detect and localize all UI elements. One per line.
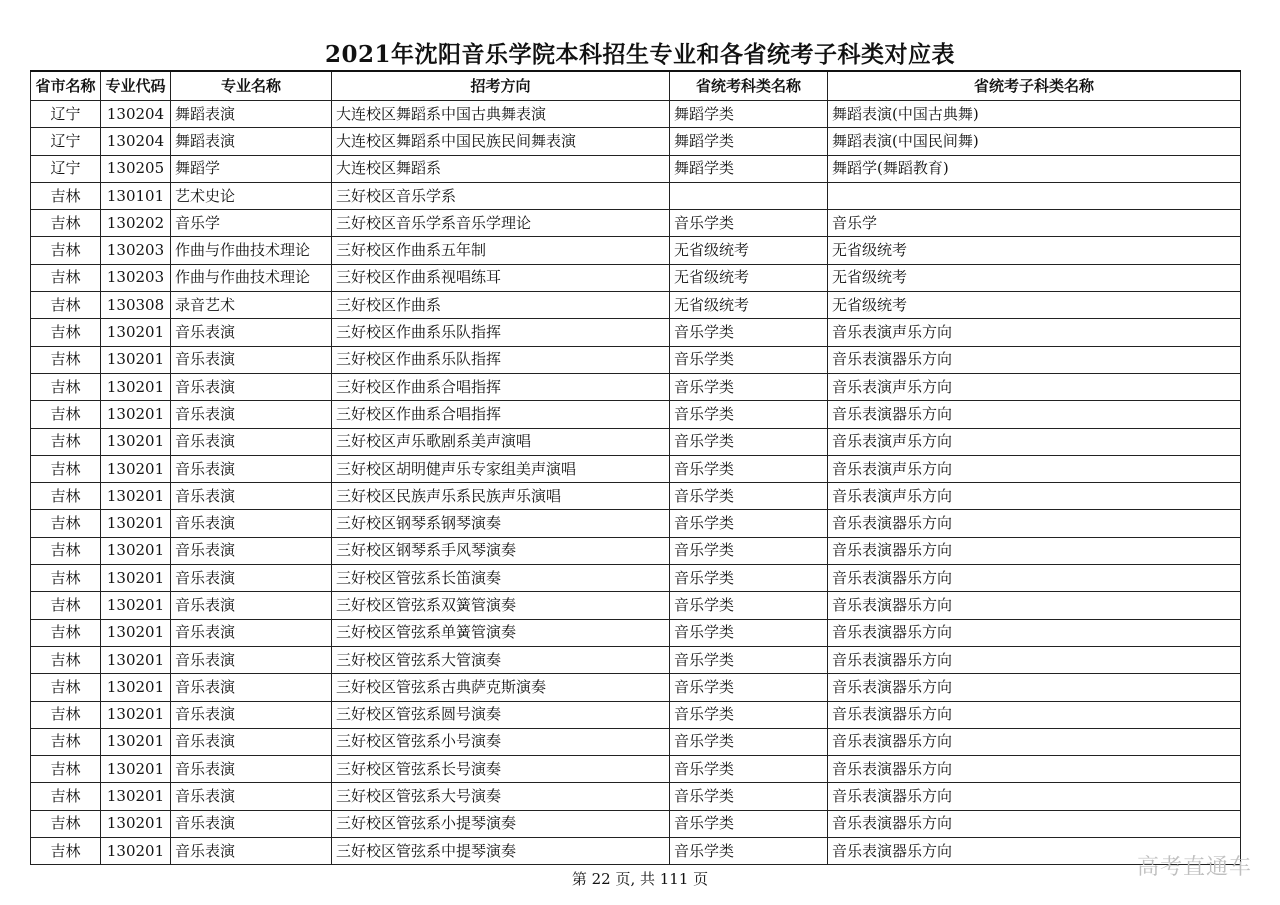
cell-major-name: 音乐表演 xyxy=(171,674,332,701)
cell-province: 吉林 xyxy=(31,537,101,564)
table-row xyxy=(31,510,1241,537)
cell-category: 音乐学类 xyxy=(670,537,828,564)
header-major-name: 专业名称 xyxy=(171,71,332,101)
cell-subcategory: 舞蹈表演(中国古典舞) xyxy=(828,101,1241,128)
cell-category: 舞蹈学类 xyxy=(670,155,828,182)
cell-subcategory: 音乐表演器乐方向 xyxy=(828,728,1241,755)
cell-subcategory: 音乐表演声乐方向 xyxy=(828,373,1241,400)
cell-major-name: 艺术史论 xyxy=(171,182,332,209)
cell-province: 吉林 xyxy=(31,565,101,592)
table-row xyxy=(31,346,1241,373)
cell-province: 吉林 xyxy=(31,455,101,482)
cell-subcategory: 无省级统考 xyxy=(828,264,1241,291)
cell-major-name: 音乐表演 xyxy=(171,592,332,619)
cell-major-code: 130201 xyxy=(101,783,171,810)
cell-category: 无省级统考 xyxy=(670,264,828,291)
cell-direction: 三好校区音乐学系 xyxy=(332,182,670,209)
cell-major-name: 舞蹈表演 xyxy=(171,128,332,155)
cell-major-code: 130201 xyxy=(101,483,171,510)
cell-subcategory: 音乐表演器乐方向 xyxy=(828,810,1241,837)
cell-direction: 三好校区管弦系古典萨克斯演奏 xyxy=(332,674,670,701)
cell-subcategory: 音乐表演器乐方向 xyxy=(828,674,1241,701)
cell-direction: 三好校区民族声乐系民族声乐演唱 xyxy=(332,483,670,510)
cell-category: 无省级统考 xyxy=(670,292,828,319)
cell-major-name: 音乐表演 xyxy=(171,373,332,400)
cell-subcategory: 音乐表演器乐方向 xyxy=(828,756,1241,783)
cell-category: 音乐学类 xyxy=(670,646,828,673)
cell-province: 吉林 xyxy=(31,182,101,209)
cell-category: 无省级统考 xyxy=(670,237,828,264)
cell-major-code: 130202 xyxy=(101,210,171,237)
cell-major-code: 130201 xyxy=(101,701,171,728)
cell-major-code: 130201 xyxy=(101,428,171,455)
cell-major-code: 130201 xyxy=(101,674,171,701)
table-row xyxy=(31,592,1241,619)
cell-category: 舞蹈学类 xyxy=(670,101,828,128)
cell-major-name: 音乐表演 xyxy=(171,428,332,455)
cell-major-code: 130201 xyxy=(101,455,171,482)
cell-province: 吉林 xyxy=(31,674,101,701)
cell-major-code: 130201 xyxy=(101,838,171,865)
cell-major-name: 音乐表演 xyxy=(171,838,332,865)
cell-category: 音乐学类 xyxy=(670,373,828,400)
cell-province: 吉林 xyxy=(31,237,101,264)
cell-major-code: 130201 xyxy=(101,619,171,646)
header-direction: 招考方向 xyxy=(332,71,670,101)
cell-subcategory: 音乐表演器乐方向 xyxy=(828,701,1241,728)
cell-direction: 三好校区管弦系长笛演奏 xyxy=(332,565,670,592)
cell-subcategory: 音乐表演器乐方向 xyxy=(828,592,1241,619)
cell-province: 吉林 xyxy=(31,619,101,646)
cell-major-name: 作曲与作曲技术理论 xyxy=(171,237,332,264)
cell-direction: 大连校区舞蹈系中国民族民间舞表演 xyxy=(332,128,670,155)
table-body xyxy=(31,101,1241,865)
cell-direction: 三好校区管弦系长号演奏 xyxy=(332,756,670,783)
cell-major-code: 130201 xyxy=(101,756,171,783)
cell-province: 吉林 xyxy=(31,810,101,837)
cell-major-name: 音乐表演 xyxy=(171,319,332,346)
table-row xyxy=(31,237,1241,264)
table-row xyxy=(31,373,1241,400)
cell-category: 音乐学类 xyxy=(670,783,828,810)
cell-category: 音乐学类 xyxy=(670,510,828,537)
cell-category xyxy=(670,182,828,209)
table-row xyxy=(31,401,1241,428)
cell-category: 音乐学类 xyxy=(670,401,828,428)
cell-major-code: 130201 xyxy=(101,565,171,592)
table-header-row xyxy=(31,71,1241,101)
cell-major-name: 音乐学 xyxy=(171,210,332,237)
cell-major-name: 音乐表演 xyxy=(171,346,332,373)
cell-direction: 三好校区作曲系合唱指挥 xyxy=(332,373,670,400)
cell-province: 吉林 xyxy=(31,483,101,510)
cell-major-name: 音乐表演 xyxy=(171,510,332,537)
cell-province: 吉林 xyxy=(31,401,101,428)
cell-major-code: 130204 xyxy=(101,128,171,155)
cell-direction: 三好校区管弦系大管演奏 xyxy=(332,646,670,673)
watermark: 高考直通车 xyxy=(1136,855,1252,880)
cell-category: 舞蹈学类 xyxy=(670,128,828,155)
cell-province: 吉林 xyxy=(31,428,101,455)
cell-subcategory: 音乐学 xyxy=(828,210,1241,237)
cell-major-code: 130203 xyxy=(101,237,171,264)
cell-direction: 大连校区舞蹈系中国古典舞表演 xyxy=(332,101,670,128)
cell-major-name: 音乐表演 xyxy=(171,701,332,728)
cell-subcategory: 音乐表演声乐方向 xyxy=(828,455,1241,482)
cell-direction: 三好校区钢琴系钢琴演奏 xyxy=(332,510,670,537)
table-row xyxy=(31,810,1241,837)
header-category: 省统考科类名称 xyxy=(670,71,828,101)
cell-category: 音乐学类 xyxy=(670,674,828,701)
cell-category: 音乐学类 xyxy=(670,756,828,783)
cell-subcategory: 舞蹈学(舞蹈教育) xyxy=(828,155,1241,182)
cell-category: 音乐学类 xyxy=(670,483,828,510)
cell-province: 吉林 xyxy=(31,210,101,237)
header-subcategory: 省统考子科类名称 xyxy=(828,71,1241,101)
cell-category: 音乐学类 xyxy=(670,455,828,482)
table-row xyxy=(31,783,1241,810)
cell-province: 辽宁 xyxy=(31,128,101,155)
cell-direction: 三好校区作曲系视唱练耳 xyxy=(332,264,670,291)
cell-major-code: 130201 xyxy=(101,319,171,346)
cell-subcategory: 音乐表演器乐方向 xyxy=(828,783,1241,810)
cell-major-name: 音乐表演 xyxy=(171,783,332,810)
cell-category: 音乐学类 xyxy=(670,810,828,837)
cell-category: 音乐学类 xyxy=(670,838,828,865)
cell-direction: 三好校区管弦系单簧管演奏 xyxy=(332,619,670,646)
cell-direction: 三好校区管弦系双簧管演奏 xyxy=(332,592,670,619)
cell-direction: 三好校区作曲系乐队指挥 xyxy=(332,346,670,373)
header-major-code: 专业代码 xyxy=(101,71,171,101)
cell-direction: 三好校区音乐学系音乐学理论 xyxy=(332,210,670,237)
page-footer: 第 22 页, 共 111 页 xyxy=(571,870,709,888)
cell-province: 吉林 xyxy=(31,510,101,537)
cell-direction: 三好校区管弦系中提琴演奏 xyxy=(332,838,670,865)
cell-direction: 三好校区管弦系大号演奏 xyxy=(332,783,670,810)
cell-major-code: 130201 xyxy=(101,346,171,373)
cell-province: 吉林 xyxy=(31,701,101,728)
cell-major-code: 130201 xyxy=(101,510,171,537)
cell-direction: 三好校区胡明健声乐专家组美声演唱 xyxy=(332,455,670,482)
cell-major-name: 作曲与作曲技术理论 xyxy=(171,264,332,291)
cell-direction: 大连校区舞蹈系 xyxy=(332,155,670,182)
cell-subcategory: 音乐表演器乐方向 xyxy=(828,838,1241,865)
cell-major-name: 舞蹈表演 xyxy=(171,101,332,128)
cell-category: 音乐学类 xyxy=(670,346,828,373)
cell-major-code: 130205 xyxy=(101,155,171,182)
table-row xyxy=(31,483,1241,510)
table-row xyxy=(31,155,1241,182)
cell-subcategory: 音乐表演器乐方向 xyxy=(828,619,1241,646)
table-row xyxy=(31,701,1241,728)
cell-province: 吉林 xyxy=(31,373,101,400)
cell-province: 吉林 xyxy=(31,646,101,673)
cell-direction: 三好校区管弦系圆号演奏 xyxy=(332,701,670,728)
cell-major-name: 音乐表演 xyxy=(171,537,332,564)
table-row xyxy=(31,292,1241,319)
table-row xyxy=(31,646,1241,673)
table-row xyxy=(31,674,1241,701)
cell-major-code: 130201 xyxy=(101,373,171,400)
cell-subcategory: 无省级统考 xyxy=(828,237,1241,264)
cell-subcategory: 舞蹈表演(中国民间舞) xyxy=(828,128,1241,155)
cell-direction: 三好校区作曲系五年制 xyxy=(332,237,670,264)
cell-major-code: 130308 xyxy=(101,292,171,319)
cell-subcategory: 音乐表演器乐方向 xyxy=(828,401,1241,428)
table-row xyxy=(31,428,1241,455)
cell-major-code: 130203 xyxy=(101,264,171,291)
cell-province: 吉林 xyxy=(31,319,101,346)
cell-direction: 三好校区作曲系 xyxy=(332,292,670,319)
cell-major-name: 音乐表演 xyxy=(171,565,332,592)
cell-category: 音乐学类 xyxy=(670,565,828,592)
cell-category: 音乐学类 xyxy=(670,592,828,619)
cell-subcategory: 无省级统考 xyxy=(828,292,1241,319)
table-row xyxy=(31,210,1241,237)
cell-major-name: 音乐表演 xyxy=(171,756,332,783)
cell-direction: 三好校区作曲系乐队指挥 xyxy=(332,319,670,346)
cell-province: 吉林 xyxy=(31,292,101,319)
cell-major-name: 舞蹈学 xyxy=(171,155,332,182)
table-row xyxy=(31,101,1241,128)
cell-major-code: 130101 xyxy=(101,182,171,209)
admission-table xyxy=(30,70,1241,865)
cell-province: 吉林 xyxy=(31,783,101,810)
cell-major-name: 音乐表演 xyxy=(171,619,332,646)
cell-subcategory xyxy=(828,182,1241,209)
table-row xyxy=(31,182,1241,209)
cell-major-name: 音乐表演 xyxy=(171,810,332,837)
cell-province: 辽宁 xyxy=(31,155,101,182)
cell-province: 吉林 xyxy=(31,264,101,291)
cell-direction: 三好校区作曲系合唱指挥 xyxy=(332,401,670,428)
cell-major-name: 音乐表演 xyxy=(171,455,332,482)
cell-major-name: 音乐表演 xyxy=(171,401,332,428)
cell-major-name: 音乐表演 xyxy=(171,483,332,510)
cell-province: 辽宁 xyxy=(31,101,101,128)
page-title: 2021年沈阳音乐学院本科招生专业和各省统考子科类对应表 xyxy=(324,41,955,68)
cell-province: 吉林 xyxy=(31,346,101,373)
table-row xyxy=(31,455,1241,482)
cell-subcategory: 音乐表演器乐方向 xyxy=(828,346,1241,373)
cell-category: 音乐学类 xyxy=(670,210,828,237)
cell-subcategory: 音乐表演声乐方向 xyxy=(828,483,1241,510)
cell-province: 吉林 xyxy=(31,592,101,619)
cell-major-code: 130201 xyxy=(101,592,171,619)
cell-major-name: 音乐表演 xyxy=(171,728,332,755)
header-province: 省市名称 xyxy=(31,71,101,101)
cell-major-name: 音乐表演 xyxy=(171,646,332,673)
table-row xyxy=(31,838,1241,865)
cell-subcategory: 音乐表演声乐方向 xyxy=(828,428,1241,455)
cell-major-code: 130201 xyxy=(101,646,171,673)
cell-direction: 三好校区钢琴系手风琴演奏 xyxy=(332,537,670,564)
cell-category: 音乐学类 xyxy=(670,619,828,646)
table-row xyxy=(31,728,1241,755)
cell-subcategory: 音乐表演器乐方向 xyxy=(828,510,1241,537)
cell-subcategory: 音乐表演器乐方向 xyxy=(828,537,1241,564)
cell-category: 音乐学类 xyxy=(670,728,828,755)
cell-direction: 三好校区管弦系小号演奏 xyxy=(332,728,670,755)
cell-subcategory: 音乐表演器乐方向 xyxy=(828,565,1241,592)
cell-major-name: 录音艺术 xyxy=(171,292,332,319)
cell-major-code: 130201 xyxy=(101,537,171,564)
cell-province: 吉林 xyxy=(31,728,101,755)
table-row xyxy=(31,264,1241,291)
cell-major-code: 130201 xyxy=(101,401,171,428)
table-row xyxy=(31,565,1241,592)
table-row xyxy=(31,128,1241,155)
cell-subcategory: 音乐表演器乐方向 xyxy=(828,646,1241,673)
cell-direction: 三好校区管弦系小提琴演奏 xyxy=(332,810,670,837)
cell-category: 音乐学类 xyxy=(670,428,828,455)
table-row xyxy=(31,537,1241,564)
cell-province: 吉林 xyxy=(31,838,101,865)
cell-subcategory: 音乐表演声乐方向 xyxy=(828,319,1241,346)
cell-major-code: 130201 xyxy=(101,728,171,755)
cell-major-code: 130201 xyxy=(101,810,171,837)
cell-category: 音乐学类 xyxy=(670,701,828,728)
table-row xyxy=(31,756,1241,783)
cell-province: 吉林 xyxy=(31,756,101,783)
cell-direction: 三好校区声乐歌剧系美声演唱 xyxy=(332,428,670,455)
cell-category: 音乐学类 xyxy=(670,319,828,346)
table-row xyxy=(31,619,1241,646)
table-row xyxy=(31,319,1241,346)
cell-major-code: 130204 xyxy=(101,101,171,128)
